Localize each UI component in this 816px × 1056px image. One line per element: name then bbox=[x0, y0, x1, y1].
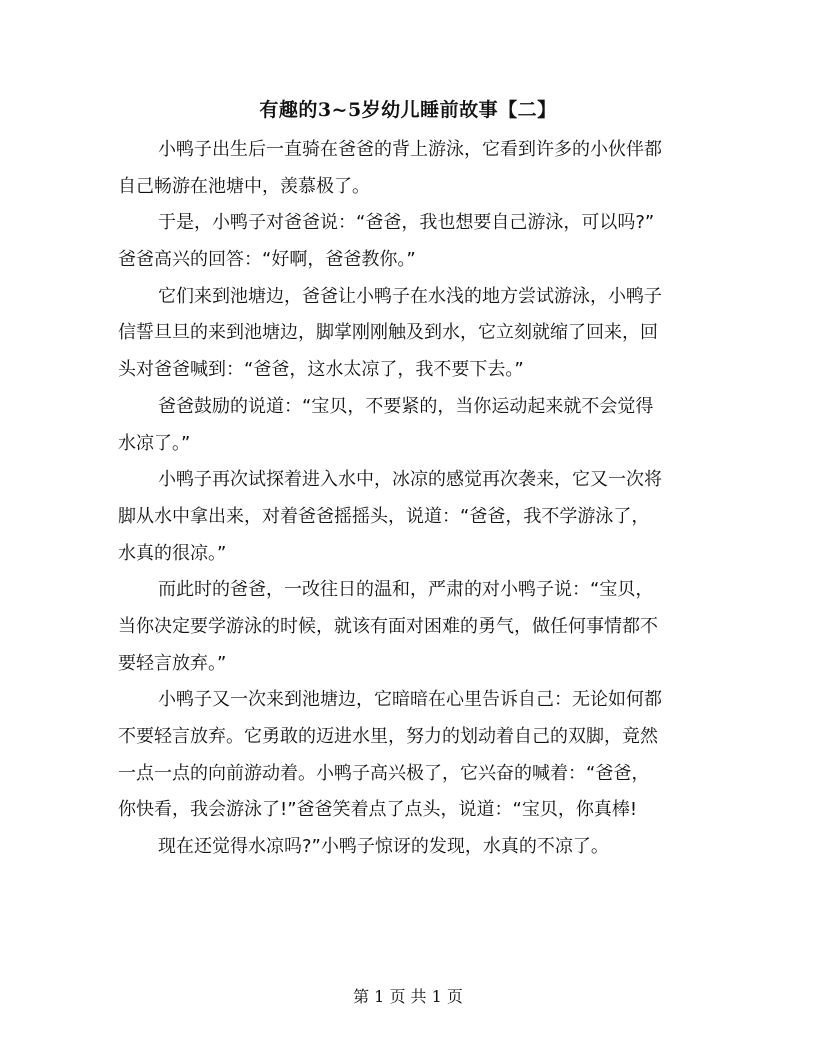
story-body bbox=[118, 132, 698, 866]
paragraph-line: 小鸭子又一次来到池塘边，它暗暗在心里告诉自己：无论如何都 bbox=[158, 689, 662, 711]
paragraph-line: 爸爸鼓励的说道：“宝贝，不要紧的，当你运动起来就不会觉得 bbox=[158, 395, 654, 417]
paragraph-line: 于是，小鸭子对爸爸说：“爸爸，我也想要自己游泳，可以吗?” bbox=[158, 212, 655, 234]
paragraph-2 bbox=[118, 205, 698, 278]
page-footer: 第 1 页 共 1 页 bbox=[353, 987, 463, 1006]
paragraph-line: 水真的很凉。” bbox=[118, 542, 227, 564]
paragraph-1 bbox=[118, 132, 698, 205]
paragraph-line: 而此时的爸爸，一改往日的温和，严肃的对小鸭子说：“宝贝， bbox=[158, 579, 654, 601]
paragraph-3 bbox=[118, 279, 698, 389]
paragraph-8 bbox=[118, 829, 698, 866]
paragraph-line: 小鸭子出生后一直骑在爸爸的背上游泳，它看到许多的小伙伴都 bbox=[158, 139, 662, 160]
paragraph-line: 它们来到池塘边，爸爸让小鸭子在水浅的地方尝试游泳，小鸭子 bbox=[158, 285, 662, 307]
paragraph-line: 一点一点的向前游动着。小鸭子高兴极了，它兴奋的喊着：“爸爸， bbox=[118, 762, 650, 784]
paragraph-line: 爸爸高兴的回答：“好啊，爸爸教你。” bbox=[118, 249, 416, 271]
paragraph-line: 信誓旦旦的来到池塘边，脚掌刚刚触及到水，它立刻就缩了回来，回 bbox=[118, 322, 658, 344]
paragraph-line: 头对爸爸喊到：“爸爸，这水太凉了，我不要下去。” bbox=[118, 359, 524, 381]
paragraph-line: 你快看，我会游泳了!”爸爸笑着点了点头，说道：“宝贝，你真棒! bbox=[118, 799, 638, 821]
paragraph-6 bbox=[118, 572, 698, 682]
paragraph-line: 小鸭子再次试探着进入水中，冰凉的感觉再次袭来，它又一次将 bbox=[158, 469, 662, 491]
paragraph-line: 现在还觉得水凉吗?”小鸭子惊讶的发现，水真的不凉了。 bbox=[158, 836, 609, 858]
paragraph-line: 脚从水中拿出来，对着爸爸摇摇头，说道：“爸爸，我不学游泳了， bbox=[118, 505, 650, 527]
paragraph-line: 不要轻言放弃。它勇敢的迈进水里，努力的划动着自己的双脚，竟然 bbox=[118, 726, 658, 747]
paragraph-line: 水凉了。” bbox=[118, 432, 191, 454]
paragraph-line: 要轻言放弃。” bbox=[118, 652, 227, 674]
paragraph-line: 自己畅游在池塘中，羡慕极了。 bbox=[118, 175, 370, 197]
document-title: 有趣的3~5岁幼儿睡前故事【二】 bbox=[259, 99, 557, 121]
paragraph-5 bbox=[118, 462, 698, 572]
paragraph-line: 当你决定要学游泳的时候，就该有面对困难的勇气，做任何事情都不 bbox=[118, 615, 658, 637]
paragraph-4 bbox=[118, 389, 698, 462]
paragraph-7 bbox=[118, 682, 698, 829]
